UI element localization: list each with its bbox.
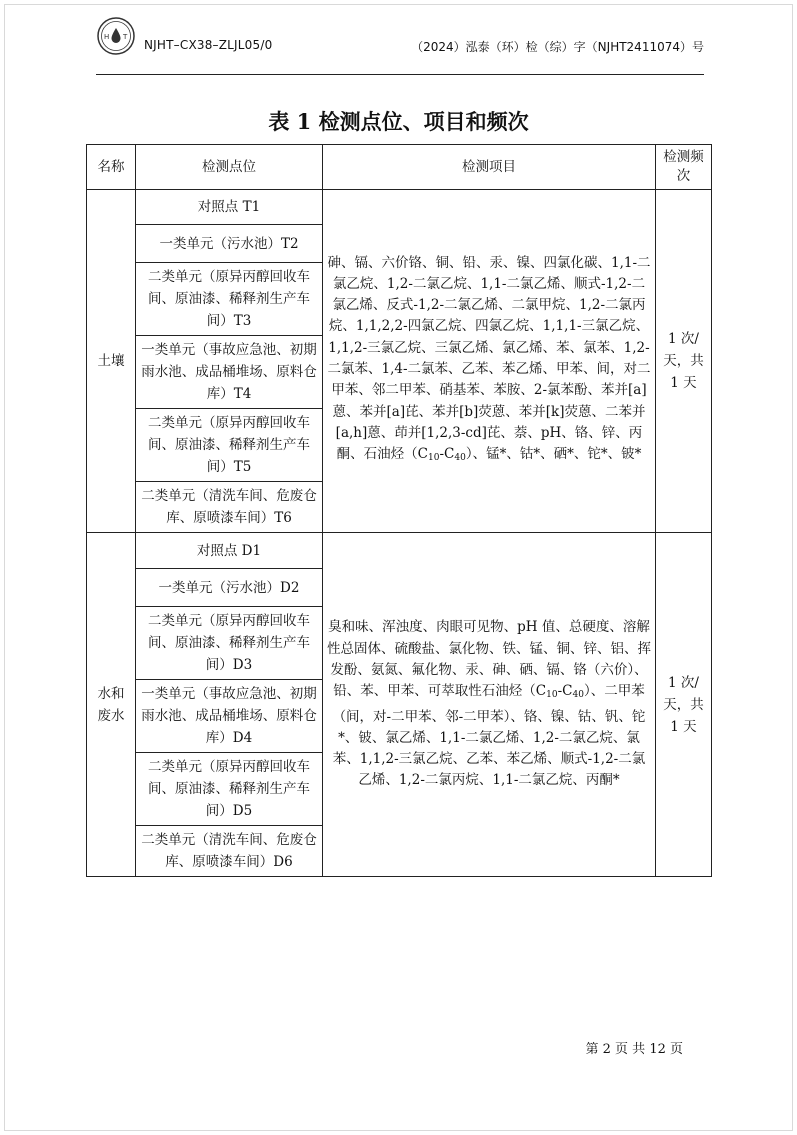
point-cell: 二类单元（原异丙醇回收车间、原油漆、稀释剂生产车间）T5 [136,409,323,482]
table-header-row [87,145,712,190]
header-items: 检测项目 [323,145,656,190]
frequency-cell-soil: 1 次/天，共 1 天 [656,190,712,533]
detection-table [86,144,712,877]
point-cell: 一类单元（事故应急池、初期雨水池、成品桶堆场、原料仓库）T4 [136,336,323,409]
table-row [87,533,712,569]
group-name-water: 水和废水 [87,533,136,877]
frequency-cell-water: 1 次/天，共 1 天 [656,533,712,877]
table-title: 表 1 检测点位、项目和频次 [268,109,529,134]
point-cell: 二类单元（原异丙醇回收车间、原油漆、稀释剂生产车间）T3 [136,263,323,336]
company-logo-icon [96,16,136,56]
report-number: （2024）泓泰（环）检（综）字（NJHT2411074）号 [411,40,704,54]
point-cell: 二类单元（清洗车间、危废仓库、原喷漆车间）D6 [136,826,323,877]
page-header [96,16,704,72]
point-cell: 一类单元（事故应急池、初期雨水池、成品桶堆场、原料仓库）D4 [136,680,323,753]
point-cell: 二类单元（原异丙醇回收车间、原油漆、稀释剂生产车间）D3 [136,607,323,680]
document-code: NJHT–CX38–ZLJL05/0 [144,38,273,52]
table-row [87,190,712,225]
group-name-soil: 土壤 [87,190,136,533]
point-cell: 对照点 D1 [136,533,323,569]
items-cell-soil: 砷、镉、六价铬、铜、铅、汞、镍、四氯化碳、1,1-二氯乙烷、1,2-二氯乙烷、1,1-二氯乙烯、顺式-1,2-二氯乙烯、反式-1,2-二氯乙烯、二氯甲烷、1,2-二氯丙烷、1,1,2,2-四氯乙烷、四氯乙烷、1,1,1-三氯乙烷、1,1,2-三氯乙烷、三氯乙烯、氯乙烯、苯、氯苯、1,2-二氯苯、1,4-二氯苯、乙苯、苯乙烯、甲苯、间，对二甲苯、邻二甲苯、硝基苯、苯胺、2-氯苯酚、苯并[a]蒽、苯并[a]芘、苯并[b]荧蒽、苯并[k]荧蒽、二苯并[a,h]蒽、茚并[1,2,3-cd]芘、萘、pH、铬、锌、丙酮、石油烃$(C_{10}-C_{40})$、锰*、钴*、硒*、铊*、铍* [323,190,656,533]
point-cell: 二类单元（原异丙醇回收车间、原油漆、稀释剂生产车间）D5 [136,753,323,826]
items-cell-water: 臭和味、浑浊度、肉眼可见物、pH 值、总硬度、溶解性总固体、硫酸盐、氯化物、铁、锰、铜、锌、铝、挥发酚、氨氮、氟化物、汞、砷、硒、镉、铬（六价）、铅、苯、甲苯、可萃取性石油烃$(C_{10}-C_{40})$、二甲苯（间，对-二甲苯、邻-二甲苯）、铬、镍、钴、钒、铊*、铍、氯乙烯、1,1-二氯乙烯、1,2-二氯乙烷、氯苯、1,1,2-三氯乙烷、乙苯、苯乙烯、顺式-1,2-二氯乙烯、1,2-二氯丙烷、1,1-二氯乙烷、丙酮* [323,533,656,877]
page-number: 第 2 页 共 12 页 [585,1042,683,1057]
header-points: 检测点位 [136,145,323,190]
header-frequency: 检测频次 [656,145,712,190]
header-divider [96,74,704,75]
point-cell: 二类单元（清洗车间、危废仓库、原喷漆车间）T6 [136,482,323,533]
svg-text:H: H [104,33,110,41]
svg-text:T: T [123,33,128,41]
point-cell: 对照点 T1 [136,190,323,225]
point-cell: 一类单元（污水池）T2 [136,225,323,263]
point-cell: 一类单元（污水池）D2 [136,569,323,607]
header-name: 名称 [87,145,136,190]
